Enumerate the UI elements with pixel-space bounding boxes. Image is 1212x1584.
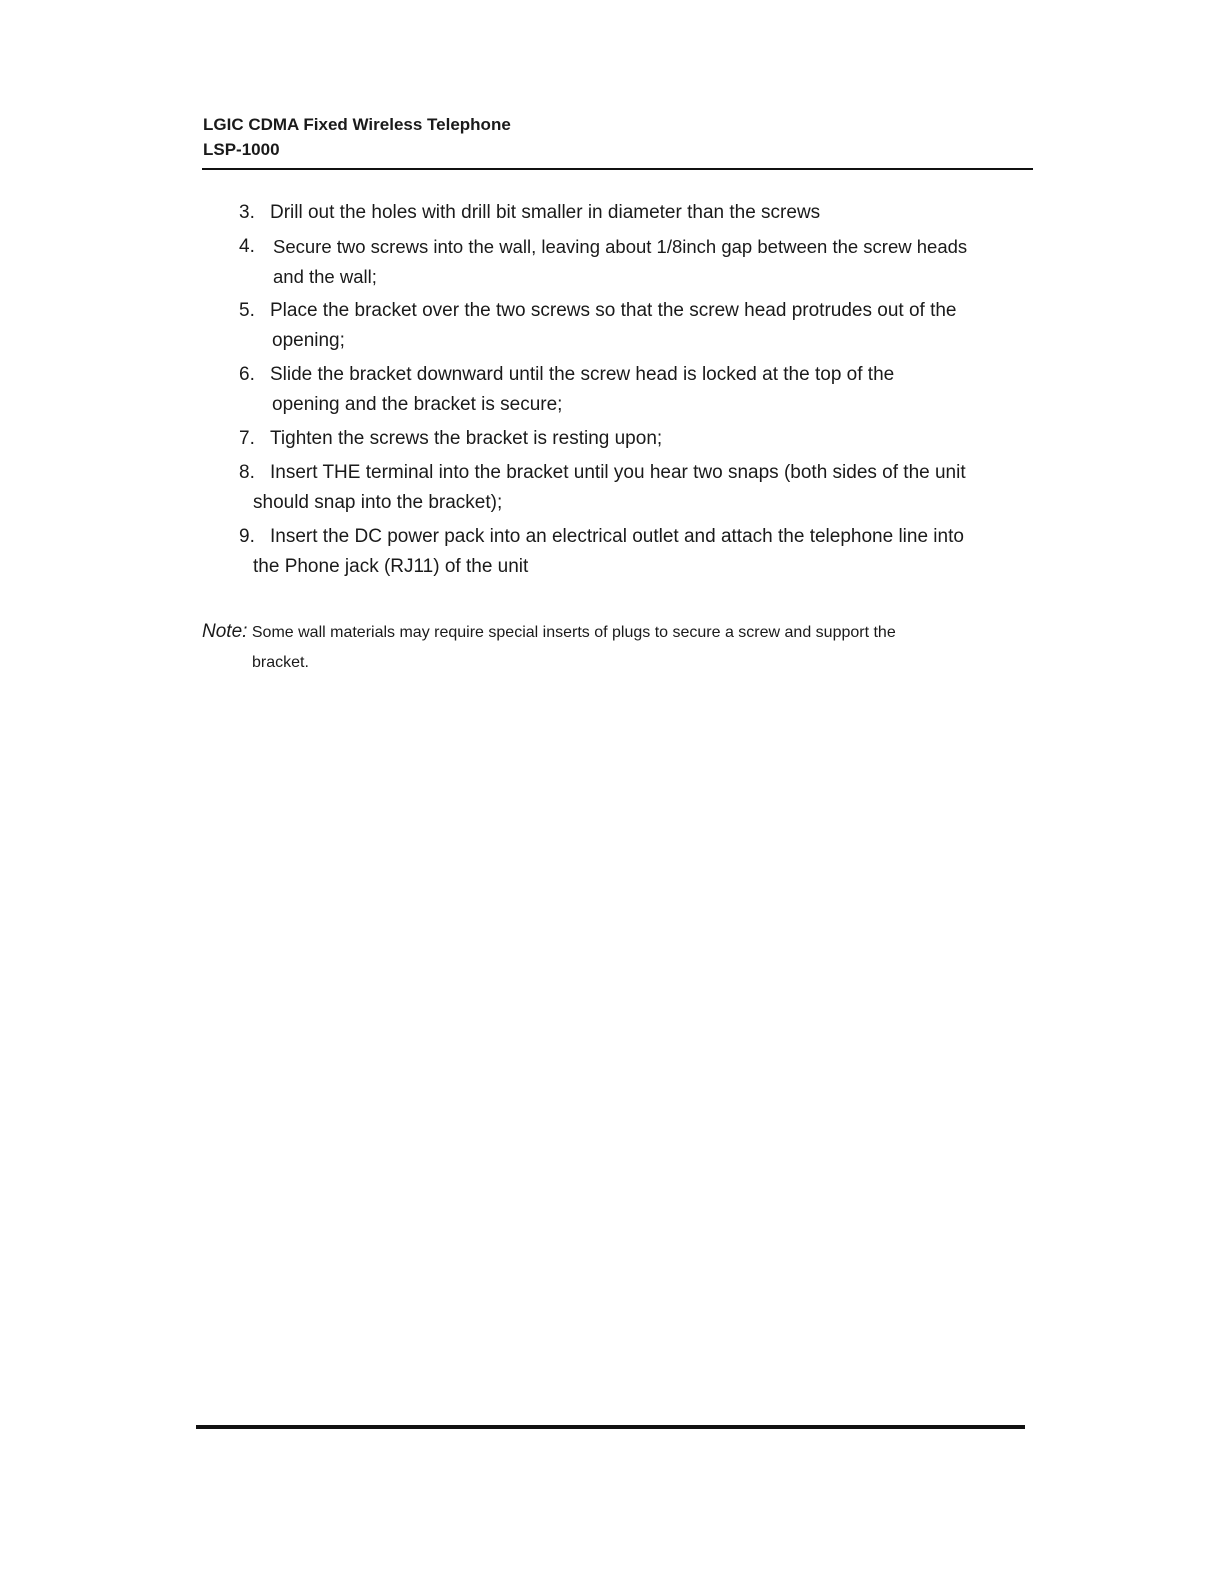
- step-line: opening;: [272, 330, 345, 351]
- step-number: 4.: [239, 236, 255, 257]
- footer-divider: [196, 1425, 1025, 1429]
- step-text: [0, 198, 1212, 228]
- header-divider: [202, 168, 1033, 170]
- step-text: [0, 360, 1212, 420]
- step-line: the Phone jack (RJ11) of the unit: [253, 556, 529, 577]
- step-number: 5.: [239, 300, 255, 321]
- step-line: Insert the DC power pack into an electrical outlet and attach the telephone line into: [270, 526, 964, 547]
- note-label: Note:: [202, 621, 248, 642]
- step-9: [0, 522, 1212, 582]
- step-8: [0, 458, 1212, 518]
- step-line: should snap into the bracket);: [253, 492, 503, 513]
- step-6: [0, 360, 1212, 420]
- step-line: Secure two screws into the wall, leaving about 1/8inch gap between the screw heads: [273, 236, 968, 257]
- header-model: LSP-1000: [203, 140, 280, 159]
- header-title: LGIC CDMA Fixed Wireless Telephone: [203, 115, 511, 134]
- step-text: [0, 458, 1212, 518]
- step-line: Place the bracket over the two screws so that the screw head protrudes out of the: [270, 300, 957, 321]
- step-text: [0, 522, 1212, 582]
- step-text: [0, 232, 1212, 292]
- step-7: [0, 424, 1212, 454]
- step-number: 7.: [239, 428, 255, 449]
- note-line-2: bracket.: [252, 654, 309, 671]
- step-3: [0, 198, 1212, 228]
- step-line: Insert THE terminal into the bracket until you hear two snaps (both sides of the unit: [270, 462, 966, 483]
- note-block: [202, 617, 1032, 678]
- step-4: [0, 232, 1212, 292]
- step-text: [0, 296, 1212, 356]
- step-number: 8.: [239, 462, 255, 483]
- step-line: and the wall;: [273, 266, 377, 287]
- step-line: Drill out the holes with drill bit smaller in diameter than the screws: [270, 202, 821, 223]
- step-number: 9.: [239, 526, 255, 547]
- step-line: Slide the bracket downward until the screw head is locked at the top of the: [270, 364, 895, 385]
- step-text: [0, 424, 1212, 454]
- page-header: [203, 112, 1033, 162]
- step-number: 3.: [239, 202, 255, 223]
- note-text: Some wall materials may require special inserts of plugs to secure a screw and support the: [251, 624, 896, 641]
- installation-steps: [0, 198, 1212, 586]
- step-5: [0, 296, 1212, 356]
- step-number: 6.: [239, 364, 255, 385]
- note-line-1: [202, 617, 1032, 648]
- step-line: opening and the bracket is secure;: [272, 394, 563, 415]
- step-line: Tighten the screws the bracket is resting upon;: [270, 428, 663, 449]
